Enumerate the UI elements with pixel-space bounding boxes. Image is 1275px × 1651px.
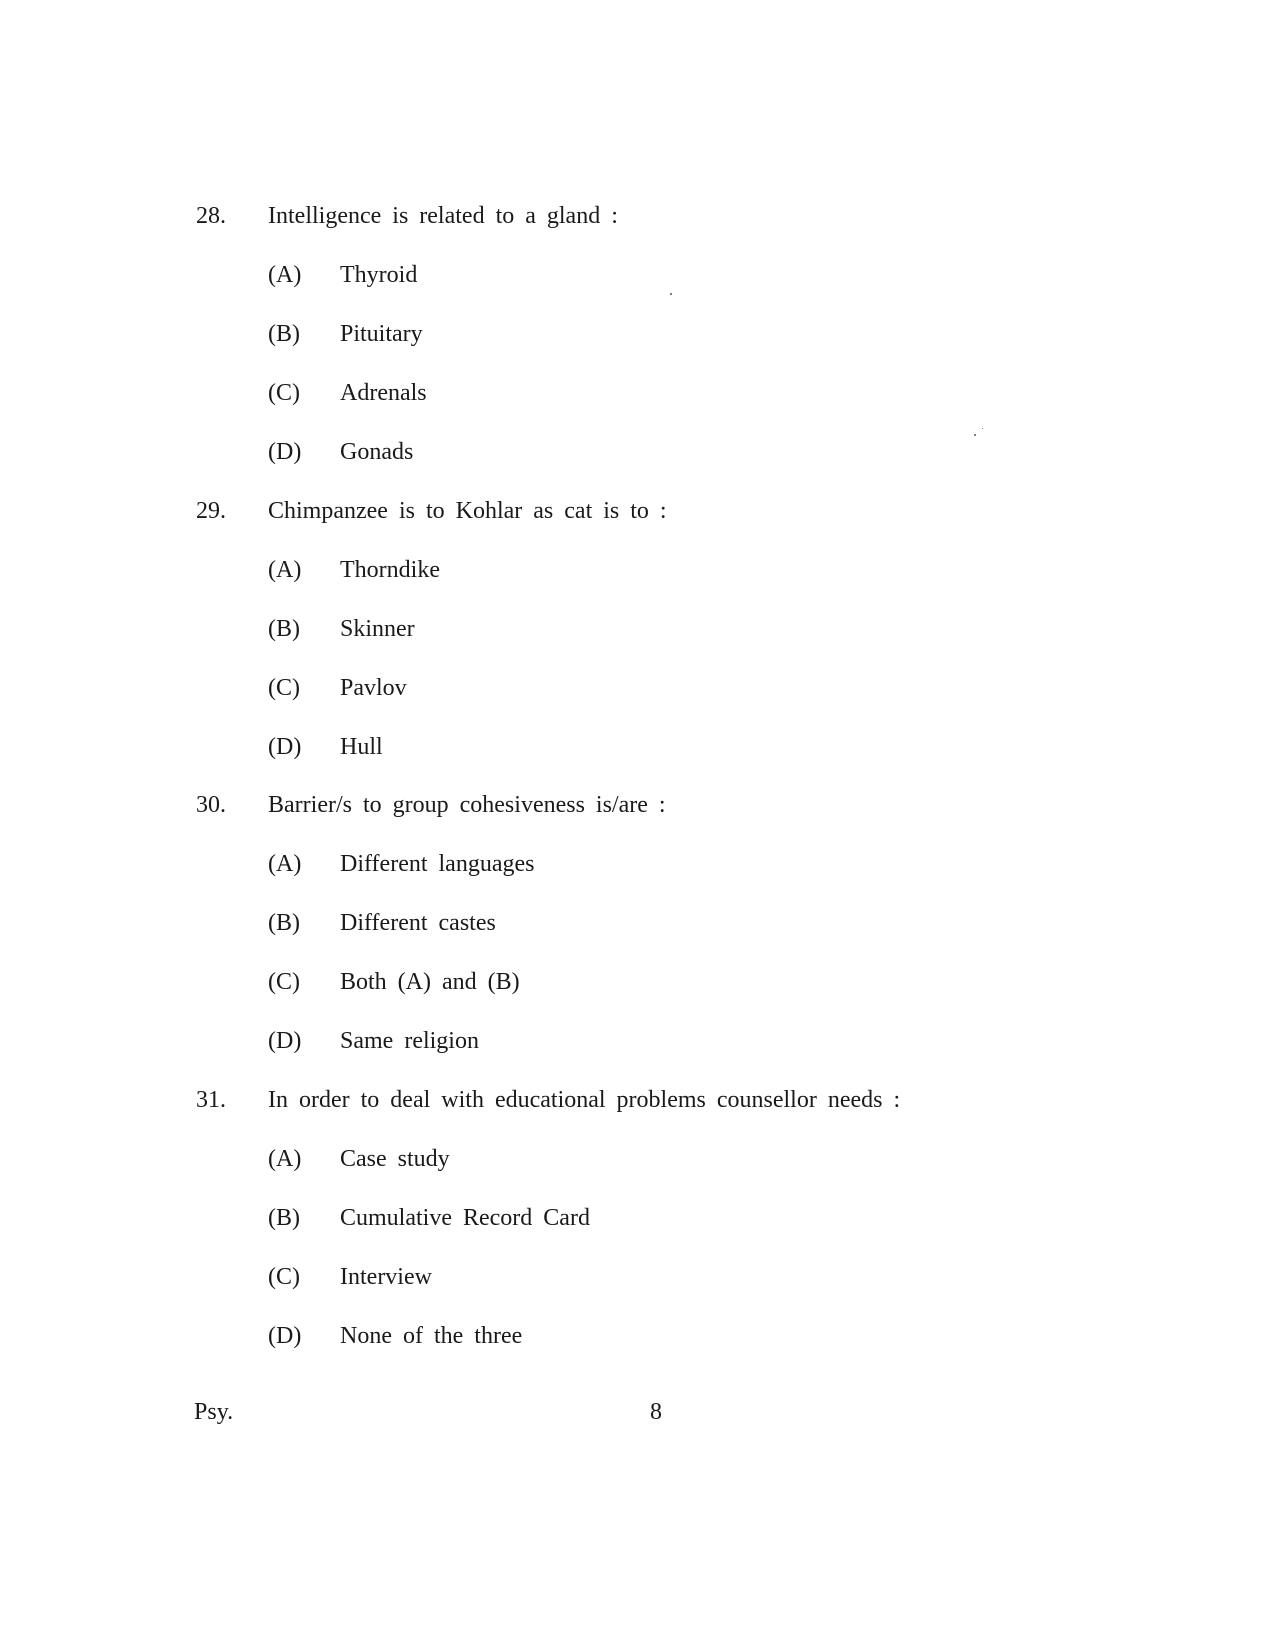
option-text: Same religion [340,1028,479,1054]
option-text: None of the three [340,1323,523,1349]
scan-speck [982,428,983,429]
question-text: Barrier/s to group cohesiveness is/are : [268,792,666,818]
option-text: Skinner [340,616,415,642]
option-c [0,943,1275,1002]
question-28 [0,196,1275,472]
footer-page-number: 8 [650,1399,662,1425]
question-text: Intelligence is related to a gland : [268,203,618,229]
option-label: (C) [268,675,300,701]
option-d [0,1002,1275,1061]
option-label: (B) [268,910,300,936]
option-text: Adrenals [340,380,427,406]
option-label: (D) [268,1323,302,1349]
option-label: (D) [268,1028,302,1054]
option-text: Case study [340,1146,450,1172]
option-b [0,884,1275,943]
option-a [0,825,1275,884]
scan-speck [670,293,672,295]
option-d [0,1297,1275,1356]
option-c [0,1238,1275,1297]
option-d [0,413,1275,472]
option-label: (C) [268,380,300,406]
option-b [0,590,1275,649]
option-a [0,236,1275,295]
option-label: (D) [268,734,302,760]
question-29 [0,491,1275,767]
option-text: Thorndike [340,557,440,583]
question-30 [0,785,1275,1061]
option-text: Both (A) and (B) [340,969,520,995]
option-label: (B) [268,1205,300,1231]
option-text: Interview [340,1264,432,1290]
scan-speck [974,434,976,436]
option-label: (A) [268,851,302,877]
option-label: (B) [268,616,300,642]
question-text: In order to deal with educational problems counsellor needs : [268,1087,901,1113]
option-c [0,649,1275,708]
option-text: Thyroid [340,262,418,288]
question-text: Chimpanzee is to Kohlar as cat is to : [268,498,667,524]
option-label: (B) [268,321,300,347]
option-text: Different languages [340,851,535,877]
option-d [0,708,1275,767]
question-number: 30. [196,792,226,818]
option-label: (A) [268,262,302,288]
option-text: Gonads [340,439,414,465]
option-text: Pavlov [340,675,407,701]
option-text: Pituitary [340,321,423,347]
option-b [0,295,1275,354]
option-label: (D) [268,439,302,465]
option-a [0,1120,1275,1179]
option-text: Different castes [340,910,496,936]
option-label: (C) [268,1264,300,1290]
option-text: Cumulative Record Card [340,1205,590,1231]
question-31 [0,1080,1275,1356]
option-a [0,531,1275,590]
option-c [0,354,1275,413]
footer-subject: Psy. [194,1399,234,1425]
question-number: 28. [196,203,226,229]
option-label: (A) [268,1146,302,1172]
option-label: (A) [268,557,302,583]
option-text: Hull [340,734,383,760]
question-number: 31. [196,1087,226,1113]
option-b [0,1179,1275,1238]
question-number: 29. [196,498,226,524]
option-label: (C) [268,969,300,995]
